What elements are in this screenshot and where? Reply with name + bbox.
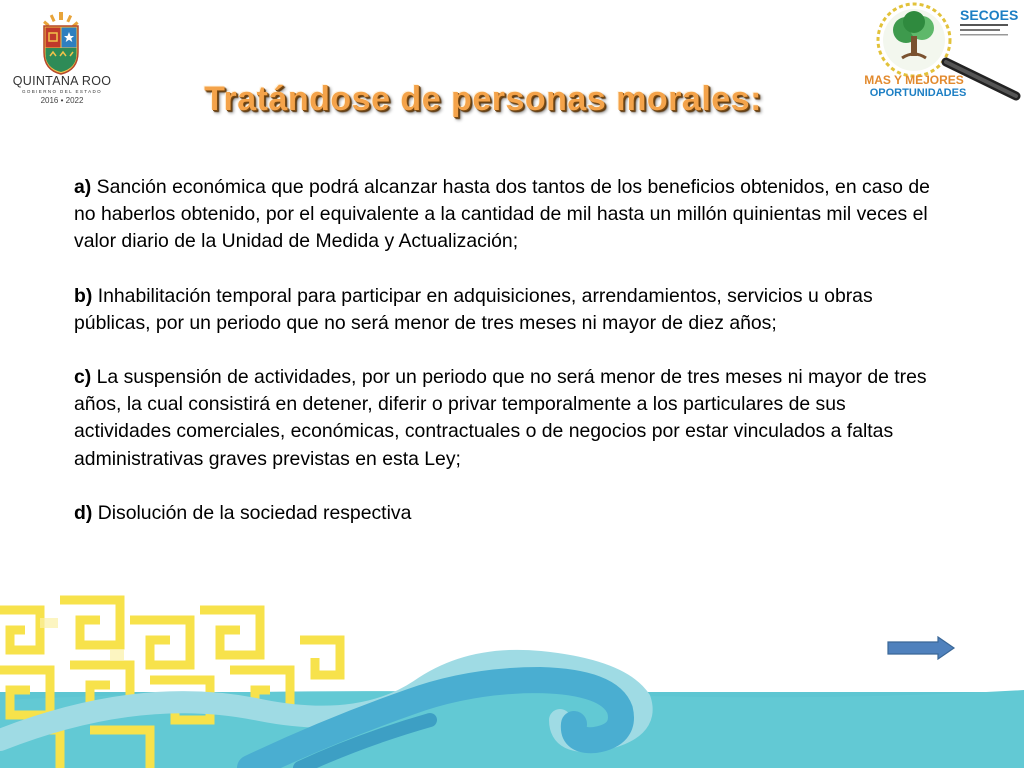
- item-letter: a): [74, 176, 92, 198]
- secoes-tagline-2: OPORTUNIDADES: [869, 87, 967, 99]
- item-letter: b): [74, 284, 93, 307]
- item-letter: c): [74, 366, 92, 389]
- item-text: Sanción económica que podrá alcanzar hasta dos tantos de los beneficios obtenidos, en caso de no haberlos obtenido, por el equivalente a la cantidad de mil hasta un millón quinientas mil veces el valor diario de la Unidad de Medida y Actualización;: [74, 176, 930, 253]
- item-text: La suspensión de actividades, por un periodo que no será menor de tres meses ni mayor de tres años, la cual consistirá en detener, diferir o privar temporalmente a los particulares de sus actividades comerciales, económicas, contractuales o de negocios por estar vinculados a faltas administrativas graves previstas en esta Ley;: [74, 366, 927, 470]
- item-text: Inhabilitación temporal para participar en adquisiciones, arrendamientos, servicios u obras públicas, por un periodo que no será menor de tres meses ni mayor de diez años;: [74, 284, 873, 334]
- list-item-b: [74, 283, 944, 337]
- list-item-a: [74, 174, 944, 256]
- secoes-tagline: MAS Y MEJORES: [864, 73, 964, 87]
- item-letter: d): [74, 501, 93, 524]
- secoes-brand: SECOES: [960, 7, 1019, 23]
- next-arrow-icon[interactable]: [886, 636, 956, 660]
- slide-title: Tratándose de personas morales:: [204, 80, 762, 118]
- body-content: [74, 174, 944, 527]
- state-years: 2016 • 2022: [40, 96, 84, 105]
- state-name: QUINTANA ROO: [12, 74, 112, 88]
- decorative-wave-background: [0, 590, 1024, 768]
- item-text: Disolución de la sociedad respectiva: [92, 501, 412, 524]
- state-subtitle: GOBIERNO DEL ESTADO: [21, 89, 103, 94]
- list-item-c: [74, 364, 944, 473]
- list-item-d: [74, 500, 944, 527]
